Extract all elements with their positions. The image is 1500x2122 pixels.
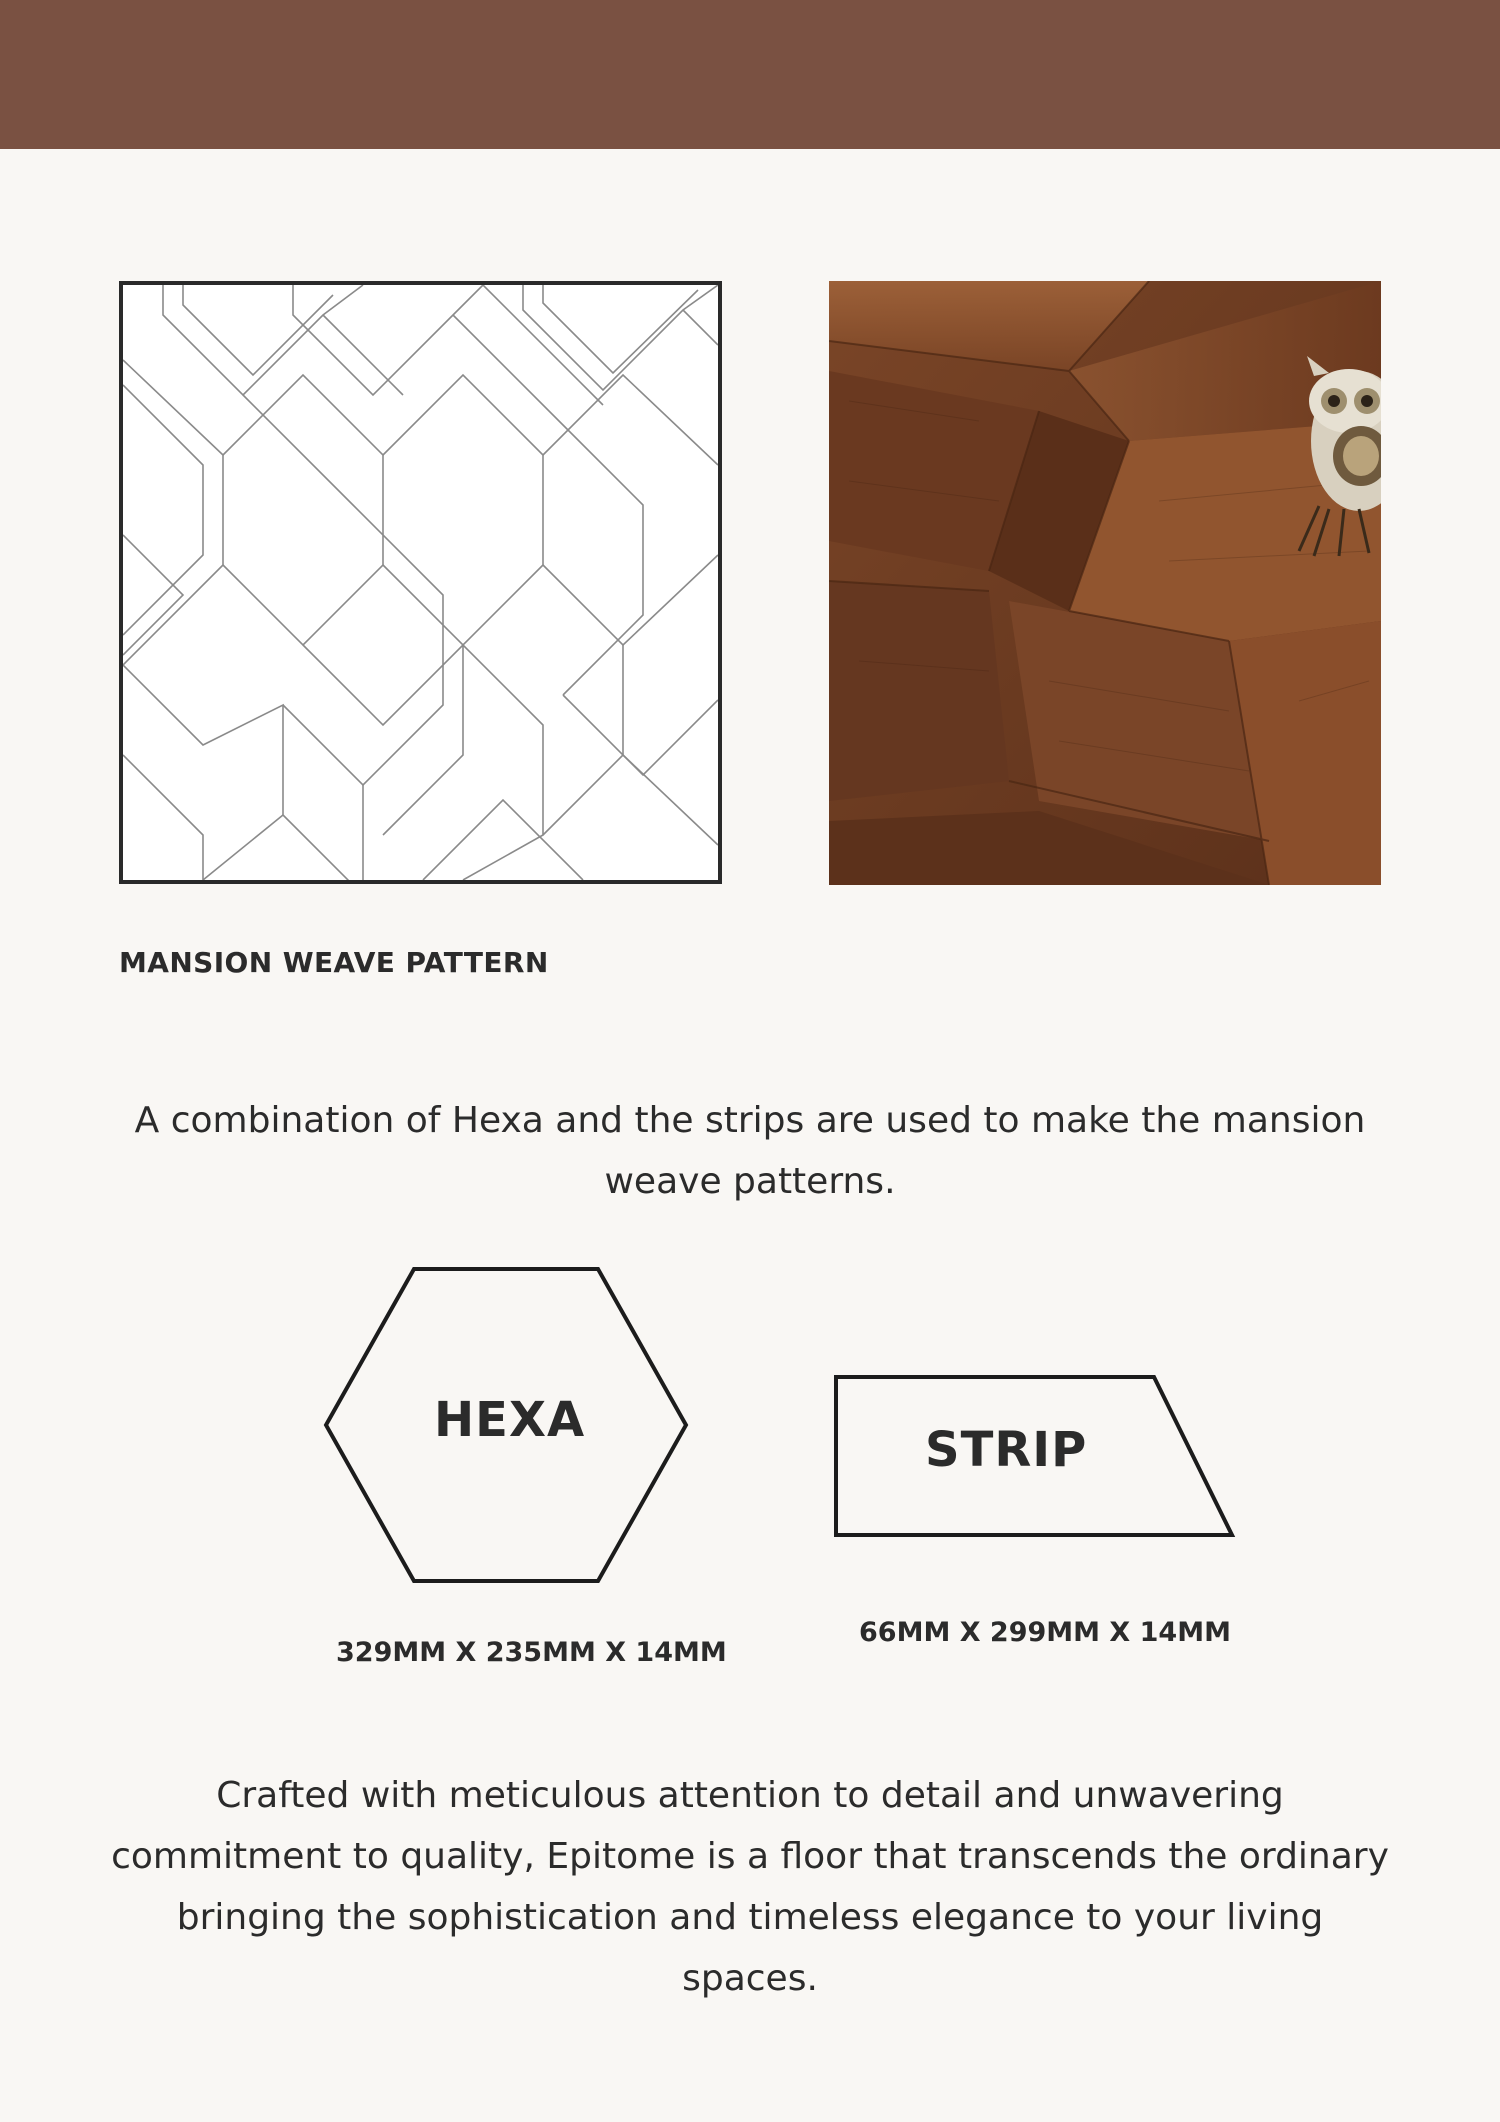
hexa-label: HEXA — [434, 1392, 586, 1448]
intro-paragraph: A combination of Hexa and the strips are used to make the mansion weave patterns. — [134, 1100, 1366, 1202]
floor-photo — [829, 281, 1381, 885]
pattern-caption: MANSION WEAVE PATTERN — [119, 946, 549, 979]
closing-paragraph: Crafted with meticulous attention to detail and unwavering commitment to quality, Epitome is a floor that transcends the ordinary bringing the sophistication and timeless elegance to your living spaces. — [111, 1775, 1389, 1999]
strip-dimensions: 66MM X 299MM X 14MM — [859, 1617, 1231, 1648]
mansion-weave-pattern-drawing — [119, 281, 722, 884]
strip-label: STRIP — [925, 1422, 1088, 1478]
hexa-dimensions: 329MM X 235MM X 14MM — [336, 1637, 727, 1668]
top-color-band — [0, 0, 1500, 149]
